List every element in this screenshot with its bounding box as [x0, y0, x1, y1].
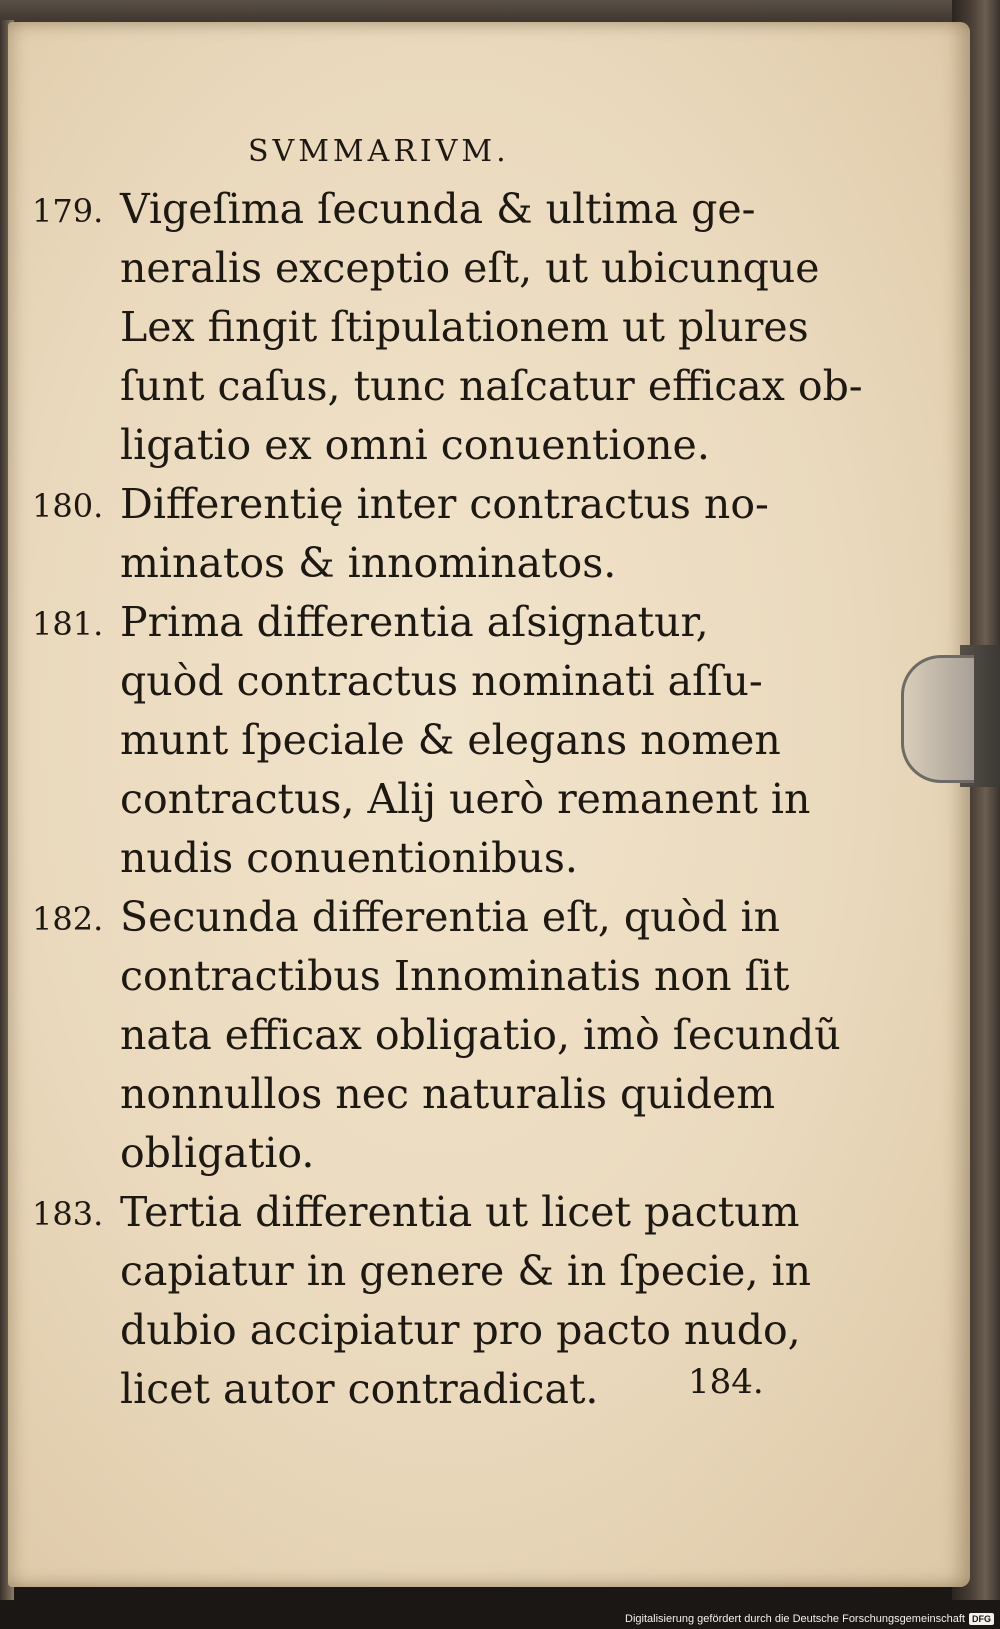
- page-clip: [901, 655, 974, 783]
- entry-line: quòd contractus nominati aſſu-: [120, 657, 763, 705]
- entry-line: obligatio.: [120, 1129, 315, 1177]
- entry-line: Tertia differentia ut licet pactum: [120, 1188, 800, 1236]
- summary-entry: [8, 475, 770, 593]
- entry-number: 182.: [32, 900, 104, 938]
- entry-line: licet autor contradicat.: [120, 1365, 599, 1413]
- entry-line: ligatio ex omni conuentione.: [120, 421, 710, 469]
- summary-entry: [8, 1183, 812, 1419]
- entry-line: Vigeſima ſecunda & ultima ge-: [120, 185, 756, 233]
- entry-line: nonnullos nec naturalis quidem: [120, 1070, 776, 1118]
- entry-line: munt ſpeciale & elegans nomen: [120, 716, 781, 764]
- entry-number: 180.: [32, 487, 104, 525]
- entry-line: contractus, Alij uerò remanent in: [120, 775, 811, 823]
- entry-line: nudis conuentionibus.: [120, 834, 578, 882]
- entry-number: 179.: [32, 192, 104, 230]
- entry-line: capiatur in genere & in ſpecie, in: [120, 1247, 812, 1295]
- dfg-logo-icon: DFG: [969, 1613, 994, 1625]
- running-head: SVMMARIVM.: [248, 134, 510, 169]
- summary-entry: [8, 593, 811, 888]
- entry-line: contractibus Innominatis non ſit: [120, 952, 790, 1000]
- book-page: [8, 22, 970, 1587]
- entry-number: 181.: [32, 605, 104, 643]
- entry-line: neralis exceptio eſt, ut ubicunque: [120, 244, 820, 292]
- summary-entries: [8, 180, 970, 1419]
- entry-line: Lex fingit ſtipulationem ut plures: [120, 303, 809, 351]
- entry-line: dubio accipiatur pro pacto nudo,: [120, 1306, 801, 1354]
- entry-line: Prima differentia aſsignatur,: [120, 598, 709, 646]
- entry-line: nata efficax obligatio, imò ſecundũ: [120, 1011, 841, 1059]
- catchword: 184.: [688, 1362, 764, 1402]
- summary-entry: [8, 180, 863, 475]
- entry-line: ſunt caſus, tunc naſcatur efficax ob-: [120, 362, 863, 410]
- footer-credit: [625, 1613, 994, 1625]
- entry-line: minatos & innominatos.: [120, 539, 617, 587]
- entry-line: Differentię inter contractus no-: [120, 480, 769, 528]
- summary-entry: [8, 888, 841, 1183]
- footer-credit-text: Digitalisierung gefördert durch die Deutsche Forschungsgemeinschaft: [625, 1613, 965, 1625]
- entry-line: Secunda differentia eſt, quòd in: [120, 893, 781, 941]
- entry-number: 183.: [32, 1195, 104, 1233]
